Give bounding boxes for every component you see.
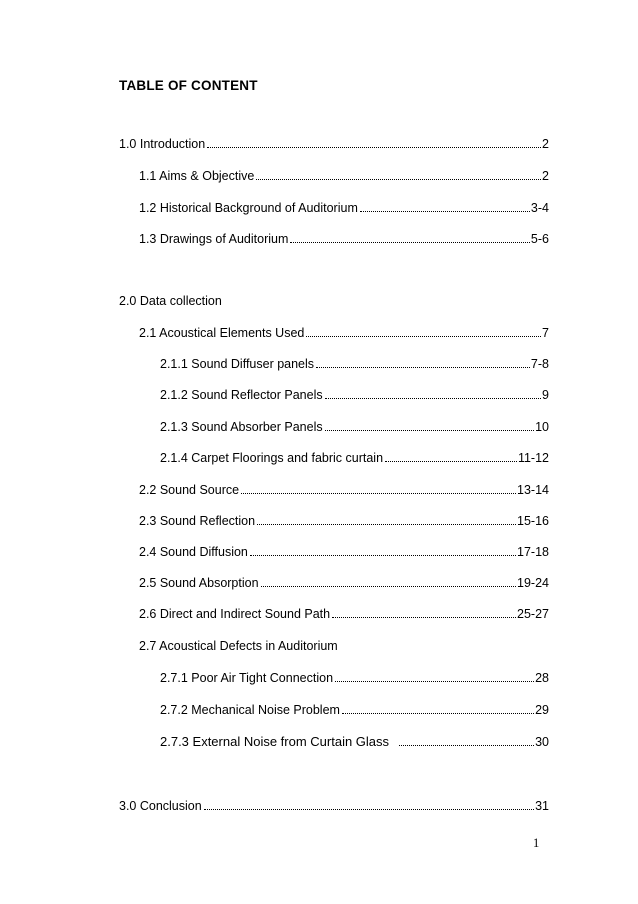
dot-leader <box>241 493 516 494</box>
toc-entry-sound-path <box>139 603 549 621</box>
toc-entry-label: 1.0 Introduction <box>119 137 206 151</box>
toc-entry-page: 25-27 <box>517 607 549 621</box>
dot-leader <box>316 367 530 368</box>
toc-entry-label: 2.1 Acoustical Elements Used <box>139 326 305 340</box>
toc-entry-label: 2.0 Data collection <box>119 294 222 308</box>
dot-leader <box>325 398 541 399</box>
dot-leader <box>399 745 534 746</box>
toc-entry-page: 2 <box>542 169 549 183</box>
toc-entry-mechanical-noise <box>160 699 549 717</box>
toc-entry-air-tight-connection <box>160 667 549 685</box>
toc-entry-aims-objective <box>139 165 549 183</box>
dot-leader <box>332 617 516 618</box>
toc-entry-label: 2.5 Sound Absorption <box>139 576 259 590</box>
dot-leader <box>257 524 516 525</box>
toc-entry-sound-reflection <box>139 510 549 528</box>
toc-entry-page: 15-16 <box>517 514 549 528</box>
toc-entry-page: 7 <box>542 326 549 340</box>
toc-heading-data-collection <box>119 290 549 308</box>
dot-leader <box>325 430 534 431</box>
toc-entry-page: 17-18 <box>517 545 549 559</box>
toc-entry-page: 19-24 <box>517 576 549 590</box>
toc-entry-conclusion <box>119 795 549 813</box>
toc-entry-label: 2.1.2 Sound Reflector Panels <box>160 388 323 402</box>
dot-leader <box>256 179 541 180</box>
dot-leader <box>207 147 541 148</box>
toc-entry-historical-background <box>139 197 549 215</box>
toc-entry-page: 28 <box>535 671 549 685</box>
dot-leader <box>261 586 516 587</box>
toc-entry-label: 2.6 Direct and Indirect Sound Path <box>139 607 331 621</box>
toc-entry-sound-source <box>139 479 549 497</box>
toc-entry-label: 2.3 Sound Reflection <box>139 514 256 528</box>
toc-entry-label: 2.7.1 Poor Air Tight Connection <box>160 671 334 685</box>
toc-entry-label: 2.1.3 Sound Absorber Panels <box>160 420 323 434</box>
dot-leader <box>306 336 541 337</box>
toc-entry-label: 2.1.1 Sound Diffuser panels <box>160 357 315 371</box>
toc-entry-page: 3-4 <box>530 201 549 215</box>
toc-entry-label: 2.4 Sound Diffusion <box>139 545 248 559</box>
toc-entry-page: 7-8 <box>530 357 549 371</box>
toc-entry-carpet-floorings <box>160 447 549 465</box>
toc-entry-label: 1.2 Historical Background of Auditorium <box>139 201 358 215</box>
dot-leader <box>360 211 530 212</box>
toc-entry-page: 11-12 <box>517 451 549 465</box>
toc-entry-page: 29 <box>535 703 549 717</box>
toc-title: TABLE OF CONTENT <box>119 78 258 93</box>
toc-entry-label: 2.7.2 Mechanical Noise Problem <box>160 703 340 717</box>
toc-entry-label: 3.0 Conclusion <box>119 799 202 813</box>
toc-entry-reflector-panels <box>160 384 549 402</box>
toc-entry-diffuser-panels <box>160 353 549 371</box>
toc-entry-acoustical-elements <box>139 322 549 340</box>
toc-entry-label: 2.7.3 External Noise from Curtain Glass <box>160 734 390 749</box>
toc-entry-label: 2.2 Sound Source <box>139 483 240 497</box>
toc-heading-acoustical-defects <box>139 635 549 653</box>
toc-entry-label: 2.1.4 Carpet Floorings and fabric curtain <box>160 451 384 465</box>
toc-entry-introduction <box>119 133 549 151</box>
toc-entry-page: 9 <box>542 388 549 402</box>
dot-leader <box>290 242 530 243</box>
dot-leader <box>250 555 516 556</box>
toc-entry-page: 2 <box>542 137 549 151</box>
page-number: 1 <box>533 836 540 850</box>
dot-leader <box>204 809 534 810</box>
toc-entry-external-noise <box>160 731 549 749</box>
toc-entry-label: 1.3 Drawings of Auditorium <box>139 232 289 246</box>
dot-leader <box>342 713 534 714</box>
toc-entry-absorber-panels <box>160 416 549 434</box>
toc-entry-page: 5-6 <box>530 232 549 246</box>
toc-entry-page: 13-14 <box>517 483 549 497</box>
toc-entry-label: 2.7 Acoustical Defects in Auditorium <box>139 639 338 653</box>
toc-entry-page: 10 <box>535 420 549 434</box>
toc-entry-page: 31 <box>535 799 549 813</box>
dot-leader <box>385 461 517 462</box>
toc-entry-sound-diffusion <box>139 541 549 559</box>
toc-entry-page: 30 <box>535 735 549 749</box>
toc-entry-label: 1.1 Aims & Objective <box>139 169 255 183</box>
dot-leader <box>335 681 534 682</box>
toc-entry-sound-absorption <box>139 572 549 590</box>
toc-entry-drawings <box>139 228 549 246</box>
